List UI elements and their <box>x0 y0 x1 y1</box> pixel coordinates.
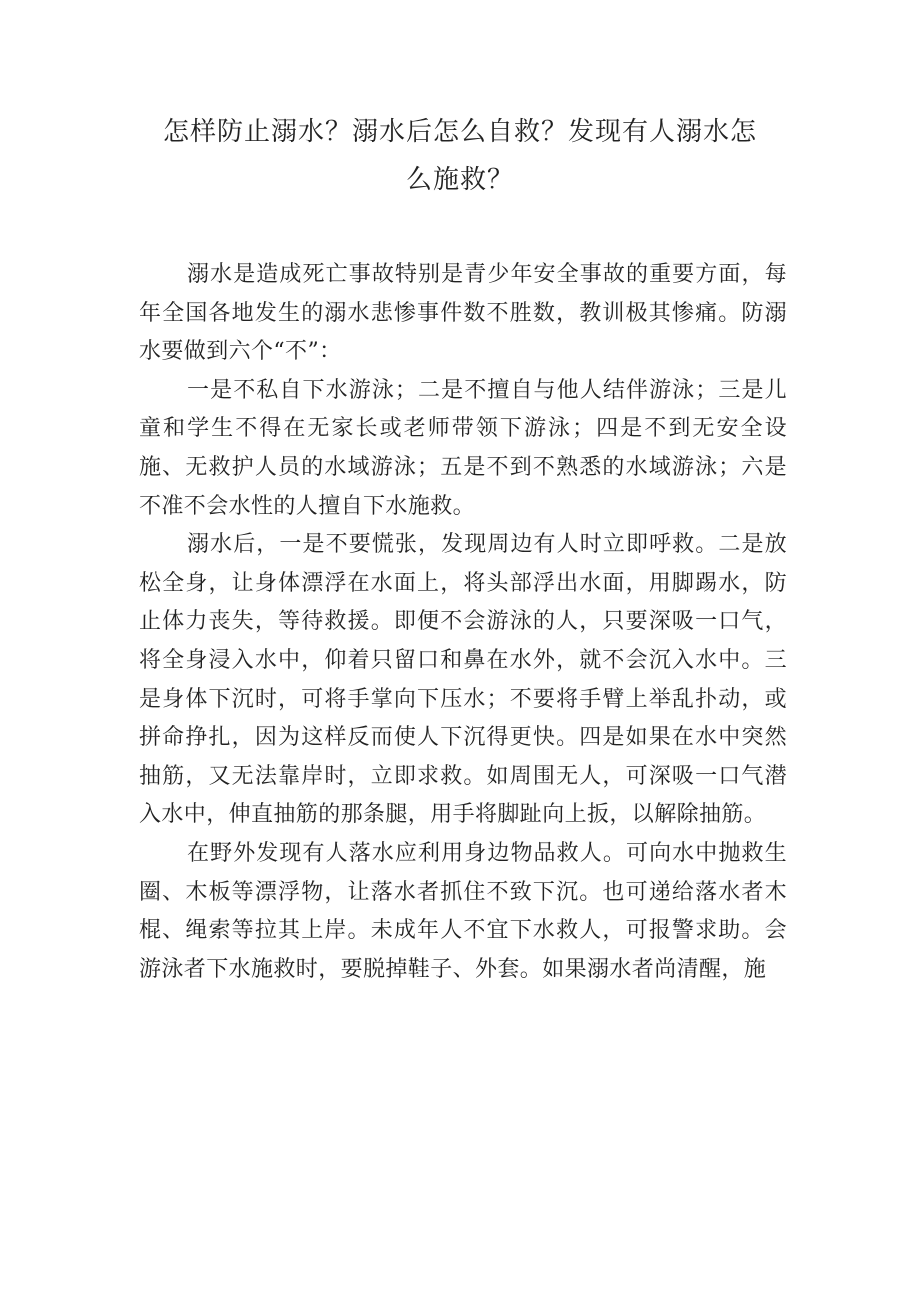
document-body <box>139 256 787 989</box>
paragraph-rescue-others: 在野外发现有人落水应利用身边物品救人。可向水中抛救生圈、木板等漂浮物，让落水者抓住不致下沉。也可递给落水者木棍、绳索等拉其上岸。未成年人不宜下水救人，可报警求助。会游泳者下水施救时，要脱掉鞋子、外套。如果溺水者尚清醒，施 <box>139 840 787 982</box>
paragraph-intro: 溺水是造成死亡事故特别是青少年安全事故的重要方面，每年全国各地发生的溺水悲惨事件数不胜数，教训极其惨痛。防溺水要做到六个“不”： <box>139 262 787 365</box>
title-line-1: 怎样防止溺水？溺水后怎么自救？发现有人溺水怎 <box>162 117 757 147</box>
title-line-2: 么施救？ <box>405 165 514 195</box>
document-title <box>120 108 800 204</box>
paragraph-six-rules: 一是不私自下水游泳；二是不擅自与他人结伴游泳；三是儿童和学生不得在无家长或老师带领下游泳；四是不到无安全设施、无救护人员的水域游泳；五是不到不熟悉的水域游泳；六是不准不会水性的人擅自下水施救。 <box>139 377 787 519</box>
paragraph-self-rescue: 溺水后，一是不要慌张，发现周边有人时立即呼救。二是放松全身，让身体漂浮在水面上，将头部浮出水面，用脚踢水，防止体力丧失，等待救援。即便不会游泳的人，只要深吸一口气，将全身浸入水中，仰着只留口和鼻在水外，就不会沉入水中。三是身体下沉时，可将手掌向下压水；不要将手臂上举乱扑动，或拼命挣扎，因为这样反而使人下沉得更快。四是如果在水中突然抽筋，又无法靠岸时，立即求救。如周围无人，可深吸一口气潜入水中，伸直抽筋的那条腿，用手将脚趾向上扳，以解除抽筋。 <box>139 532 787 828</box>
